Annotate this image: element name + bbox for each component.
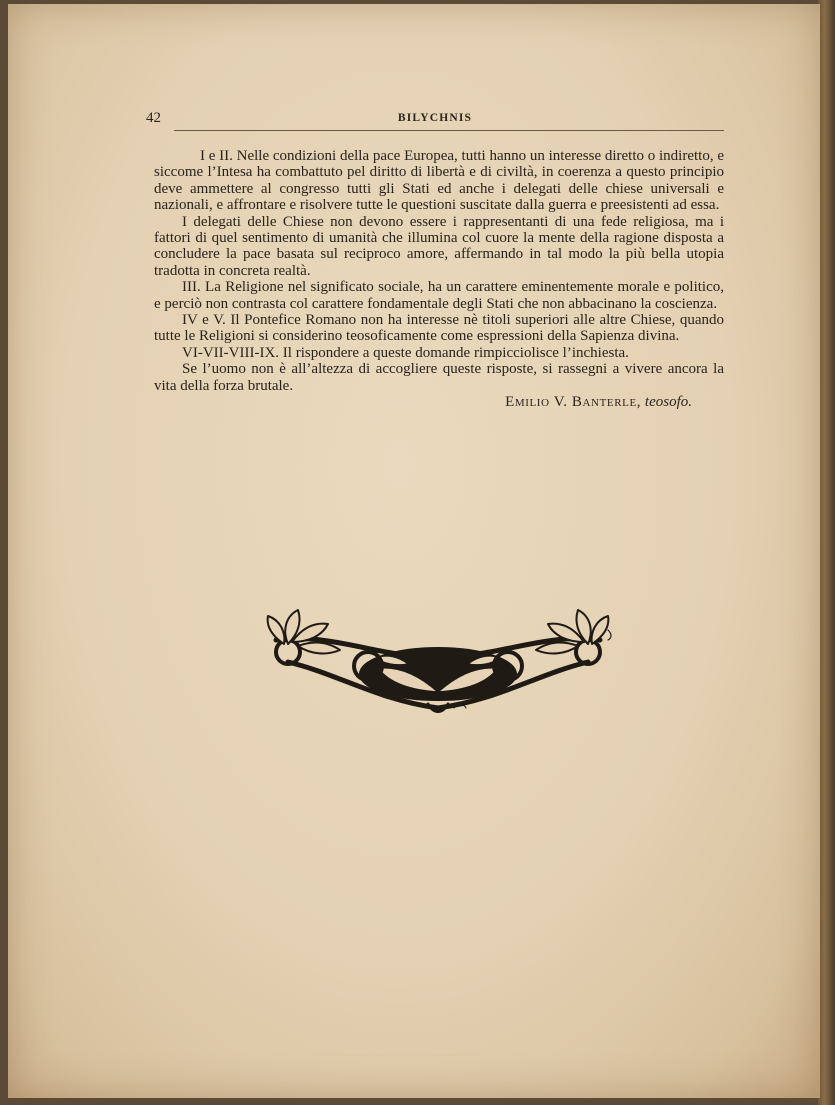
signature [154,394,724,410]
paragraph-2: I delegati delle Chiese non devono essere i rappresentanti di una fede religiosa, ma i fattori di quel sentimento di umanità che illumina col cuore la mente della ragione disposta a concludere la pace basata sul reciproco amore, affermando in tal modo la più bella utopia tradotta in concreta realtà. [154,213,724,279]
article-body [154,148,724,411]
running-head: BILYCHNIS [397,112,473,124]
page-number: 42 [146,110,161,126]
book-edge [818,0,835,1105]
paragraph-1: I e II. Nelle condizioni della pace Europea, tutti hanno un interesse diretto o indiretto, e siccome l’Intesa ha combattuto pel diritto di libertà e di civiltà, in coerenza a questo principio deve ammettere al congresso tutti gli Stati ed anche i delegati delle chiese universali e nazionali, e affrontare e risolvere tutte le questioni suscitate dalla guerra e preesistenti ad essa. [154,148,724,214]
page-header [146,108,724,134]
paragraph-4: IV e V. Il Pontefice Romano non ha interesse nè titoli superiori alle altre Chiese, quando tutte le Religioni si considerino teosoficamente come espressioni della Sapienza divina. [154,312,724,345]
paragraph-6: Se l’uomo non è all’altezza di accogliere queste risposte, si rassegni a vivere ancora la vita della forza brutale. [154,361,724,394]
paragraph-5: VI-VII-VIII-IX. Il rispondere a queste domande rimpicciolisce l’inchiesta. [182,344,629,361]
signature-role: teosofo. [644,394,692,411]
laurel-garland-ornament-icon [258,604,618,720]
signature-name: Emilio V. Banterle, [505,394,642,411]
header-rule [174,130,724,131]
paragraph-3: III. La Religione nel significato sociale, ha un carattere eminentemente morale e politico, e perciò non contrasta col carattere fondamentale degli Stati che non abbacinano la coscienza. [154,279,724,312]
